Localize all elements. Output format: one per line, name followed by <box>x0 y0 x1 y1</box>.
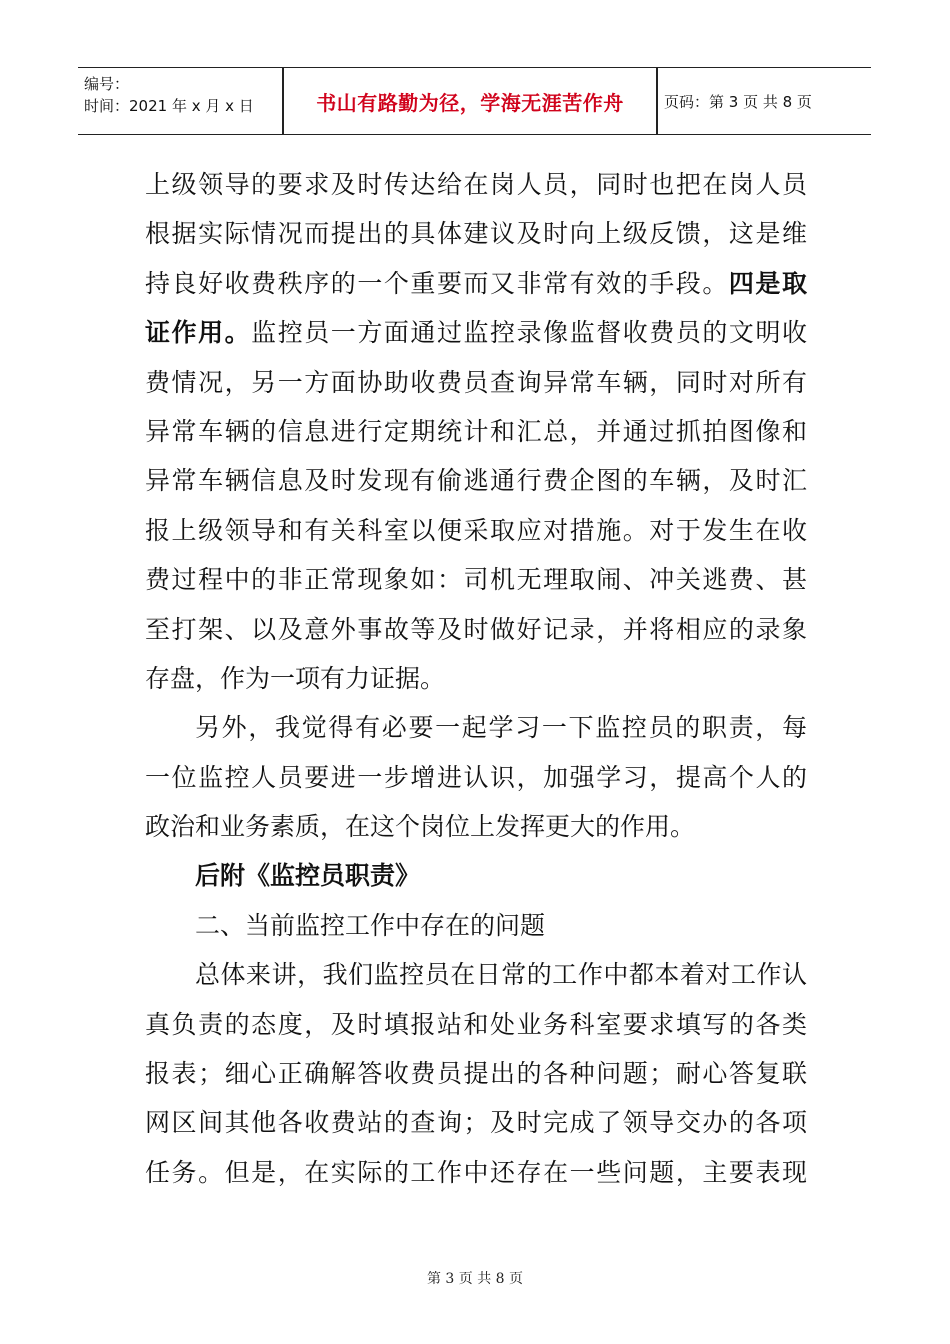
header-motto: 书山有路勤为径，学海无涯苦作舟 <box>316 90 624 115</box>
text-line: 费过程中的非正常现象如：司机无理取闹、冲关逃费、甚 <box>145 565 807 595</box>
text-line: 真负责的态度，及时填报站和处业务科室要求填写的各类 <box>145 1009 807 1039</box>
text-line: 费情况，另一方面协助收费员查询异常车辆，同时对所有 <box>145 367 807 397</box>
code-label: 编号： <box>84 75 130 93</box>
bold-phrase: 四是取 <box>728 268 807 298</box>
text-line: 异常车辆的信息进行定期统计和汇总，并通过抓拍图像和 <box>145 416 807 446</box>
text-line <box>145 259 807 308</box>
text-line: 网区间其他各收费站的查询；及时完成了领导交办的各项 <box>145 1108 807 1138</box>
document-header <box>78 67 871 135</box>
bold-phrase: 证作用。 <box>145 318 252 348</box>
header-divider <box>656 68 658 134</box>
section-heading: 二、当前监控工作中存在的问题 <box>195 910 546 940</box>
text-span: 监控员一方面通过监控录像监督收费员的文明收 <box>251 318 807 348</box>
text-line: 总体来讲，我们监控员在日常的工作中都本着对工作认 <box>195 960 807 990</box>
time-label: 时间：2021 年 x 月 x 日 <box>84 97 254 115</box>
text-line: 报表；细心正确解答收费员提出的各种问题；耐心答复联 <box>145 1059 807 1089</box>
text-span: 持良好收费秩序的一个重要而又非常有效的手段。 <box>145 268 729 298</box>
text-line: 根据实际情况而提出的具体建议及时向上级反馈，这是维 <box>145 219 807 249</box>
document-body <box>145 160 807 1197</box>
text-line: 政治和业务素质，在这个岗位上发挥更大的作用。 <box>145 812 696 842</box>
text-line: 另外，我觉得有必要一起学习一下监控员的职责，每 <box>195 713 807 743</box>
text-line: 异常车辆信息及时发现有偷逃通行费企图的车辆，及时汇 <box>145 466 807 496</box>
header-meta <box>84 73 282 117</box>
text-line: 报上级领导和有关科室以便采取应对措施。对于发生在收 <box>145 515 807 545</box>
text-line: 一位监控人员要进一步增进认识，加强学习，提高个人的 <box>145 762 807 792</box>
text-line: 上级领导的要求及时传达给在岗人员，同时也把在岗人员 <box>145 170 807 199</box>
text-line <box>145 308 807 357</box>
text-line: 任务。但是，在实际的工作中还存在一些问题，主要表现 <box>145 1157 807 1187</box>
text-line: 存盘，作为一项有力证据。 <box>145 663 446 693</box>
header-page-info: 页码：第 3 页 共 8 页 <box>664 92 812 111</box>
appendix-heading: 后附《监控员职责》 <box>195 861 421 891</box>
page-footer: 第 3 页 共 8 页 <box>426 1271 524 1287</box>
text-line: 至打架、以及意外事故等及时做好记录，并将相应的录象 <box>145 614 807 644</box>
